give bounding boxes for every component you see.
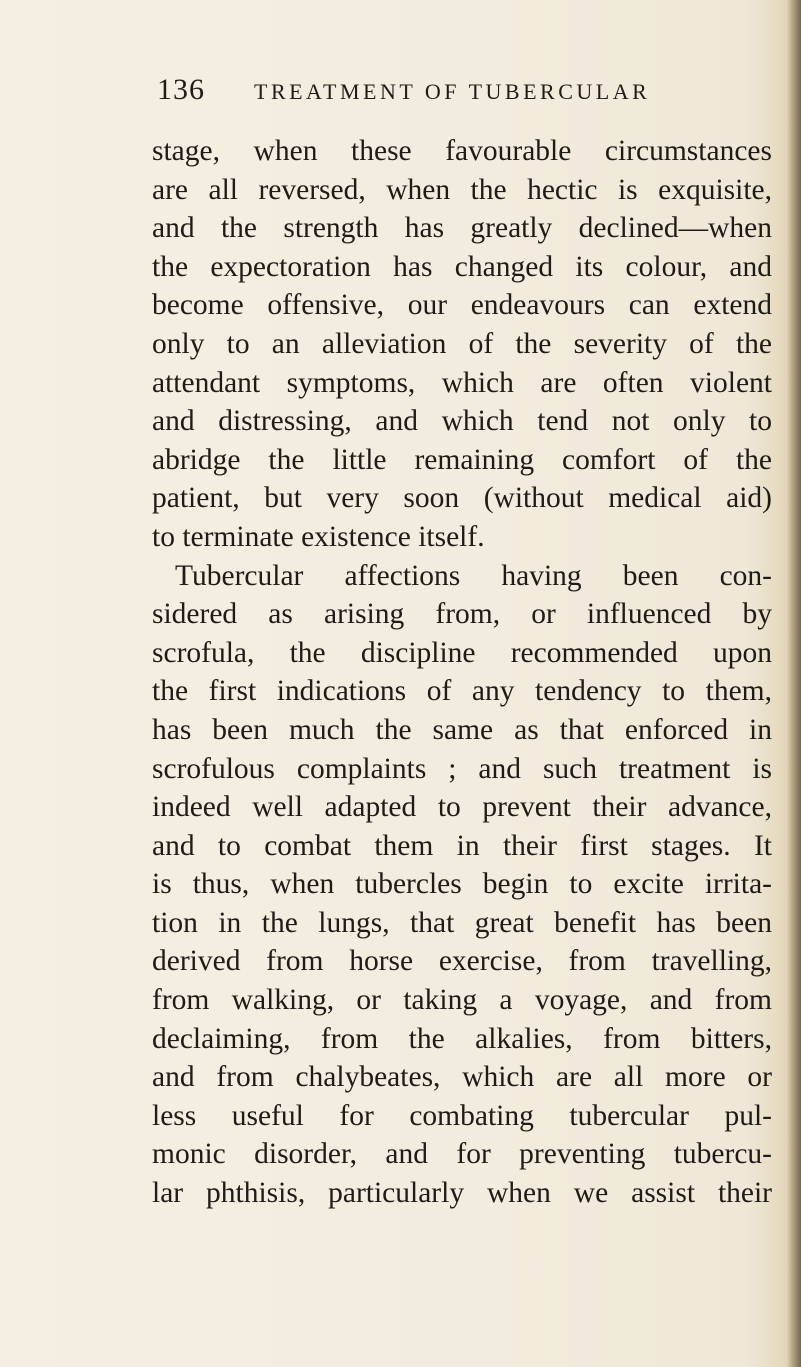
text-line: attendant symptoms, which are often violent xyxy=(152,366,772,399)
body-text xyxy=(152,132,772,1213)
text-line: and from chalybeates, which are all more or xyxy=(152,1061,772,1094)
text-line: indeed well adapted to prevent their advance, xyxy=(152,791,772,824)
text-line: sidered as arising from, or influenced by xyxy=(152,598,772,631)
text-line: abridge the little remaining comfort of the xyxy=(152,443,772,476)
text-line: the first indications of any tendency to them, xyxy=(152,675,772,708)
text-line: only to an alleviation of the severity of the xyxy=(152,327,772,360)
text-line: the expectoration has changed its colour, and xyxy=(152,250,772,283)
text-line: scrofula, the discipline recommended upon xyxy=(152,636,772,669)
page-edge-shadow xyxy=(787,0,801,1367)
text-line: from walking, or taking a voyage, and from xyxy=(152,984,772,1017)
paragraph-end-line: to terminate existence itself. xyxy=(152,520,485,553)
text-line: is thus, when tubercles begin to excite irrita- xyxy=(152,868,772,901)
paragraph-start-line: Tubercular affections having been con- xyxy=(175,559,772,592)
text-line: and the strength has greatly declined—when xyxy=(152,212,772,245)
text-line: patient, but very soon (without medical aid) xyxy=(152,482,772,515)
page-number: 136 xyxy=(157,73,205,106)
page-header xyxy=(157,73,717,113)
text-line: tion in the lungs, that great benefit has been xyxy=(152,906,772,939)
text-line: and distressing, and which tend not only to xyxy=(152,405,772,438)
text-line: lar phthisis, particularly when we assist their xyxy=(152,1177,772,1210)
text-line: less useful for combating tubercular pul- xyxy=(152,1099,772,1132)
text-line: scrofulous complaints ; and such treatment is xyxy=(152,752,772,785)
text-line: become offensive, our endeavours can extend xyxy=(152,289,772,322)
text-line: declaiming, from the alkalies, from bitters, xyxy=(152,1022,772,1055)
text-line: are all reversed, when the hectic is exquisite, xyxy=(152,173,772,206)
running-head: TREATMENT OF TUBERCULAR xyxy=(254,79,651,104)
text-line: stage, when these favourable circumstances xyxy=(152,135,772,167)
text-line: derived from horse exercise, from travelling, xyxy=(152,945,772,978)
text-line: and to combat them in their first stages. It xyxy=(152,829,772,862)
text-line: has been much the same as that enforced in xyxy=(152,713,772,746)
text-line: monic disorder, and for preventing tubercu- xyxy=(152,1138,772,1171)
